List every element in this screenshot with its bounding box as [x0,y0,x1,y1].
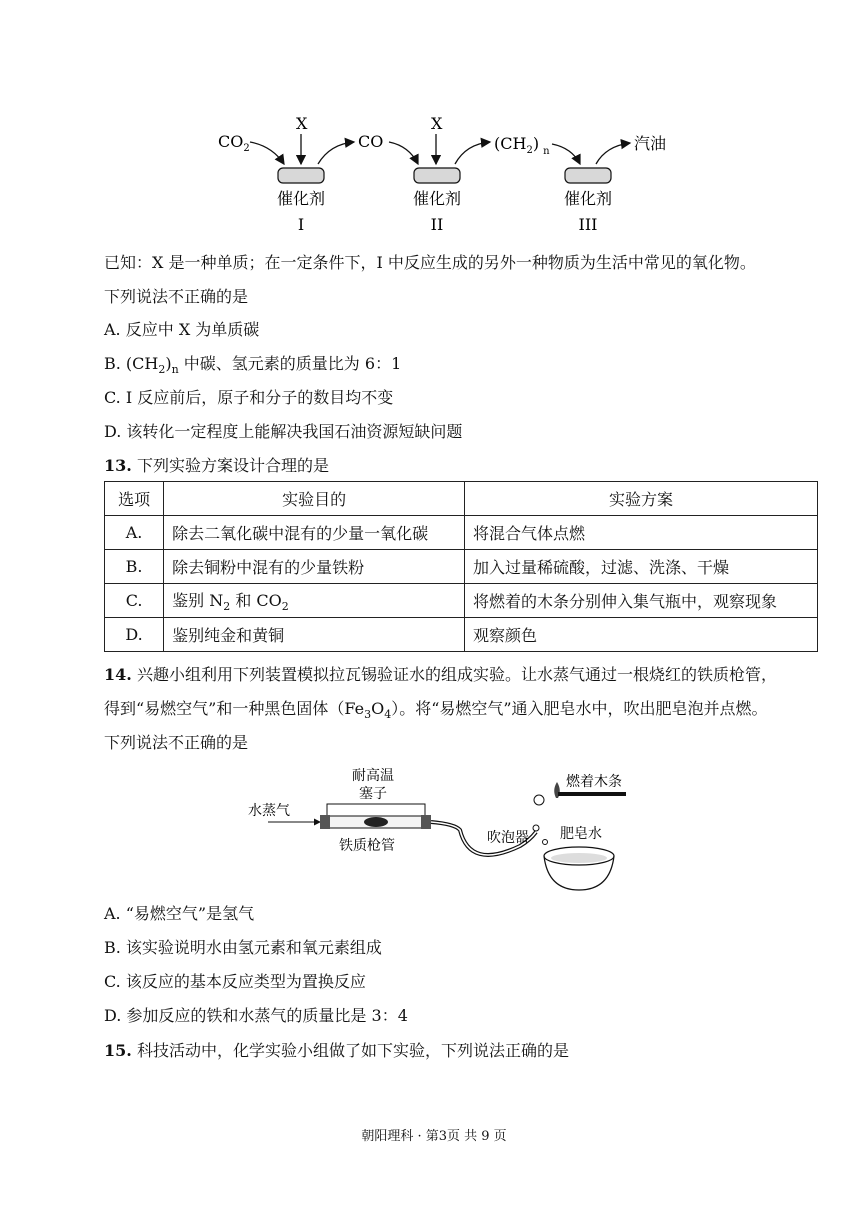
q14-option-a: A. “易燃空气”是氢气 [104,904,255,923]
catalyst-label-1: 催化剂 [276,189,326,208]
catalyst-label-2: 催化剂 [412,189,462,208]
co-label: CO [358,132,384,151]
x-label-2: X [431,114,443,133]
catalyst-block-2 [414,168,460,183]
soap-water-label: 肥皂水 [560,826,602,842]
x-label-1: X [296,114,308,133]
roman-label-1: I [297,215,305,234]
catalyst-block-1 [278,168,324,183]
q12-known: 已知：X 是一种单质；在一定条件下，I 中反应生成的另外一种物质为生活中常见的氧化物。 [104,253,756,272]
gun-tube-label: 铁质枪管 [339,838,395,854]
q12-option-d: D. 该转化一定程度上能解决我国石油资源短缺问题 [104,422,463,441]
header-option: 选项 [105,482,164,516]
gasoline-label: 汽油 [634,134,667,153]
table-row [105,516,818,550]
catalyst-label-3: 催化剂 [563,189,613,208]
ch2n-label: $(CH_2)$ $_n$ [494,134,550,157]
header-plan: 实验方案 [465,482,818,516]
row-option: C. [105,584,164,618]
q13-stem: 13. 下列实验方案设计合理的是 [104,456,329,475]
q15-stem: 15. 科技活动中，化学实验小组做了如下实验，下列说法正确的是 [104,1041,569,1060]
blower-label: 吹泡器 [487,830,529,846]
q13-table [104,481,818,652]
q14-option-d: D. 参加反应的铁和水蒸气的质量比是 3：4 [104,1006,408,1025]
row-plan: 观察颜色 [465,618,818,652]
q13-number: 13. [104,456,132,475]
stopper-label-line1: 耐高温 [352,768,394,784]
stopper-label-line2: 塞子 [359,786,387,802]
row-option: A. [105,516,164,550]
q14-option-c: C. 该反应的基本反应类型为置换反应 [104,972,366,991]
row-goal: 除去二氧化碳中混有的少量一氧化碳 [164,516,465,550]
row-goal: 鉴别纯金和黄铜 [164,618,465,652]
table-row [105,618,818,652]
burning-stick-label: 燃着木条 [566,774,622,790]
q15-number: 15. [104,1041,132,1060]
black-solid [364,817,388,827]
roman-label-3: III [578,215,598,234]
row-plan: 将燃着的木条分别伸入集气瓶中，观察现象 [465,584,818,618]
table-row [105,550,818,584]
co2-label: $CO_2$ [218,132,250,154]
row-option: D. [105,618,164,652]
q14-option-b: B. 该实验说明水由氢元素和氧元素组成 [104,938,382,957]
q12-stem: 下列说法不正确的是 [104,287,249,306]
page-footer: 朝阳理科 · 第3页 共 9 页 [361,1129,507,1144]
row-plan: 加入过量稀硫酸，过滤、洗涤、干燥 [465,550,818,584]
roman-label-2: II [430,215,444,234]
row-goal: 鉴别 $N_2$ 和 $CO_2$ [164,584,465,618]
q12-option-c: C. I 反应前后，原子和分子的数目均不变 [104,388,394,407]
header-goal: 实验目的 [164,482,465,516]
co2-conversion-diagram [0,0,868,240]
row-goal: 除去铜粉中混有的少量铁粉 [164,550,465,584]
q12-option-b: B. $(CH_2)_n$ 中碳、氢元素的质量比为 6：1 [104,354,402,377]
q14-stem: 下列说法不正确的是 [104,733,249,752]
q14-line1: 14. 兴趣小组利用下列装置模拟拉瓦锡验证水的组成实验。让水蒸气通过一根烧红的铁质枪管， [104,665,777,684]
table-row [105,584,818,618]
q12-option-a: A. 反应中 X 为单质碳 [104,320,260,339]
row-option: B. [105,550,164,584]
q14-line2: 得到“易燃空气”和一种黑色固体$(Fe_3O_4)$。将“易燃空气”通入肥皂水中，吹出肥皂泡并点燃。 [104,699,768,722]
q14-number: 14. [104,665,132,684]
row-plan: 将混合气体点燃 [465,516,818,550]
steam-label: 水蒸气 [248,803,290,819]
catalyst-block-3 [565,168,611,183]
lavoisier-apparatus-diagram [0,760,868,900]
table-header-row [105,482,818,516]
